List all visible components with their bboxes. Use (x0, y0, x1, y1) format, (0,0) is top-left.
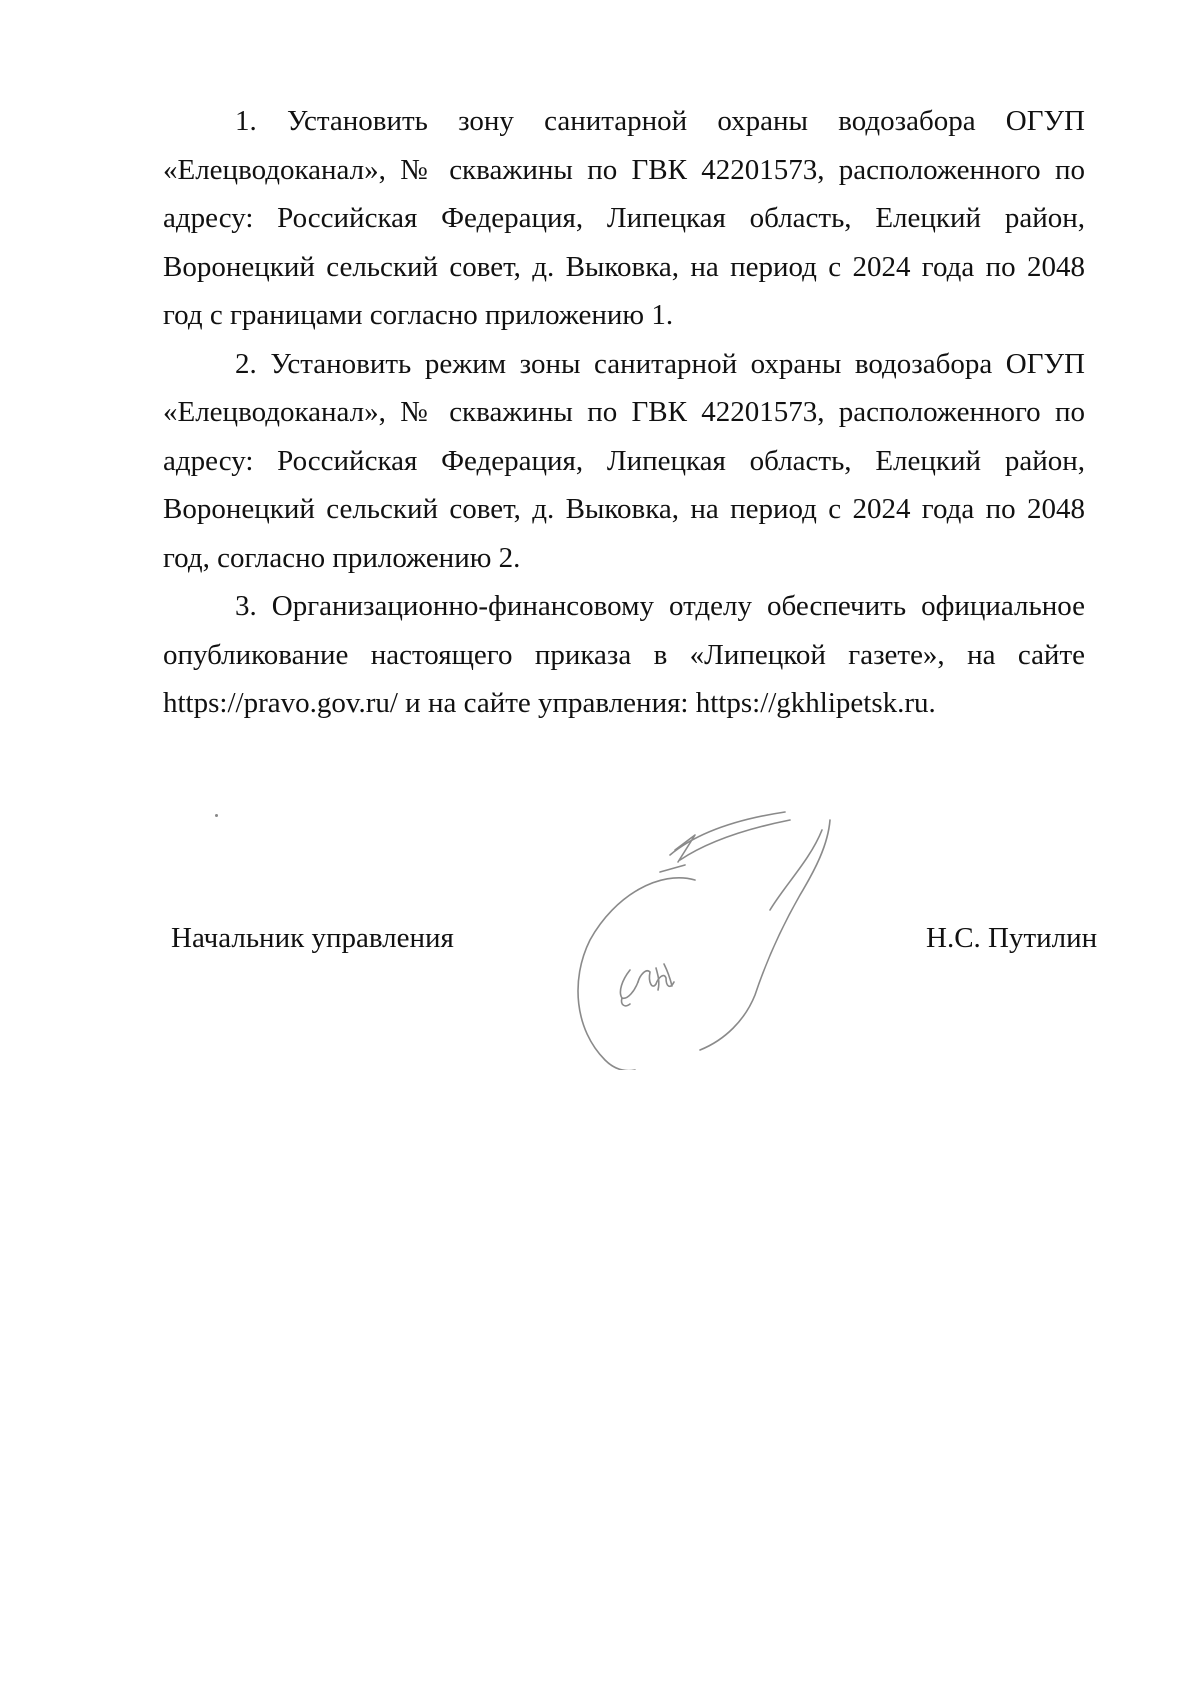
paragraph-item-2: 2. Установить режим зоны санитарной охраны водозабора ОГУП «Елецводоканал», № скважины по ГВК 42201573, расположенного по адресу: Российская Федерация, Липецкая область, Елецкий район, Воронецкий сельский совет, д. Выковка, на период с 2024 года по 2048 год, согласно приложению 2. (163, 347, 1085, 574)
paragraph-item-1: 1. Установить зону санитарной охраны водозабора ОГУП «Елецводоканал», № скважины по ГВК 42201573, расположенного по адресу: Российская Федерация, Липецкая область, Елецкий район, Воронецкий сельский совет, д. Выковка, на период с 2024 года по 2048 год с границами согласно приложению 1. (163, 105, 1085, 331)
signatory-name: Н.С. Путилин (926, 922, 1098, 954)
signature-block (0, 800, 1200, 1100)
paragraph-item-3: 3. Организационно-финансовому отделу обеспечить официальное опубликование настоящего приказа в «Липецкой газете», на сайте https://pravo.gov.ru/ и на сайте управления: https://gkhlipetsk.ru. (163, 590, 1085, 719)
handwritten-signature (560, 800, 860, 1070)
signatory-position: Начальник управления (171, 922, 454, 954)
document-body (163, 97, 1085, 728)
